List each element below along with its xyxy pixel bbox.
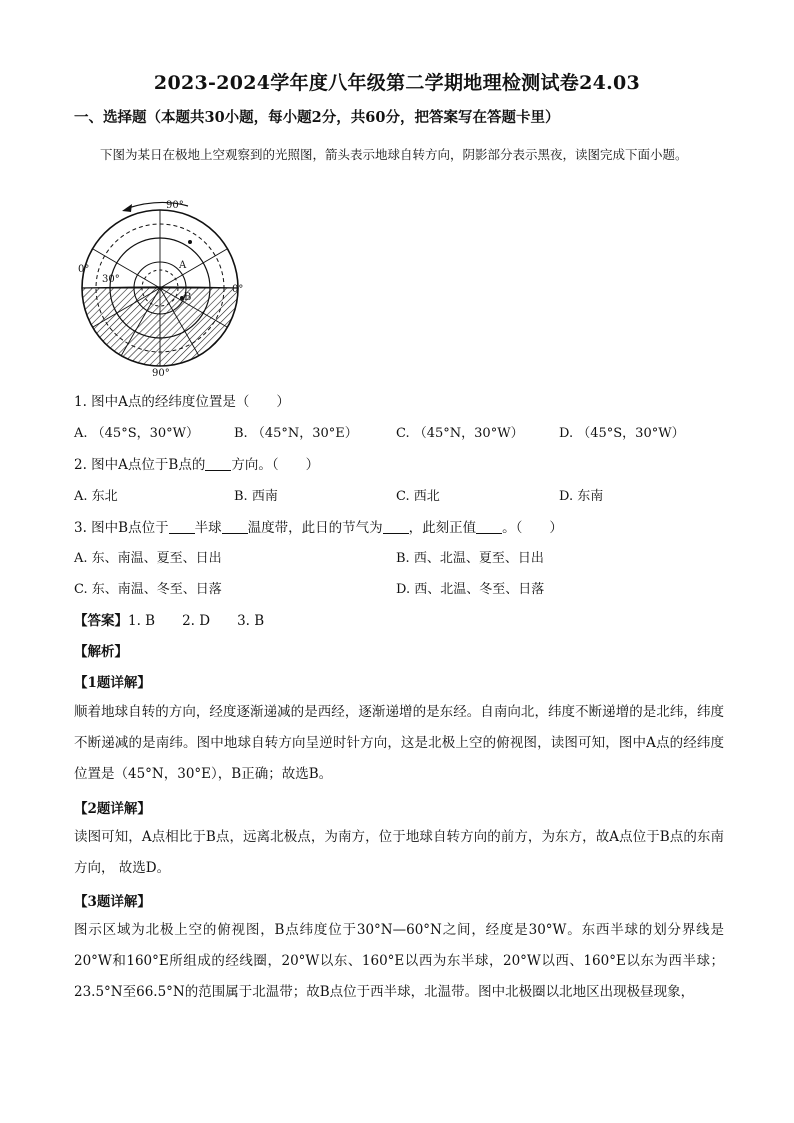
detail1-text: 顺着地球自转的方向，经度逐渐递减的是西经，逐渐递增的是东经。自南向北，纬度不断递增的是北纬，纬度不断递减的是南纬。图中地球自转方向呈逆时针方向，这是北极上空的俯视图，读图可知，图中A点的经纬度位置是（45°N，30°E），B正确；故选B。 [74,704,724,782]
q2-stem-after: 方向。（ ） [231,457,320,473]
q1-option-b[interactable]: B. （45°N，30°E） [234,426,358,441]
q2-option-c[interactable]: C. 西北 [396,489,440,504]
detail3-text: 图示区域为北极上空的俯视图，B点纬度位于30°N—60°N之间，经度是30°W。东西半球的划分界线是20°W和160°E所组成的经线圈，20°W以东、160°E以西为东半球，20°W以西、160°E以东为西半球；23.5°N至66.5°N的范围属于北温带；故B点位于西半球，北温带。图中北极圈以北地区出现极昼现象， [74,922,724,1000]
polar-diagram [76,198,246,376]
polar-illumination-figure [76,198,246,380]
label-point-a: A [179,260,187,271]
q3-stem-part-4: ，此刻正值 [408,520,477,536]
q2-stem [74,453,319,473]
answer-text: 1. B 2. D 3. B [128,613,265,629]
q1-option-a[interactable]: A. （45°S，30°W） [74,426,200,441]
detail3-label: 【3题详解】 [74,894,151,910]
q2-option-b[interactable]: B. 西南 [234,489,278,504]
label-bottom-90: 90° [152,368,170,376]
answer-blank [383,519,409,534]
q3-option-c[interactable]: C. 东、南温、冬至、日落 [74,582,222,597]
q1-option-c[interactable]: C. （45°N，30°W） [396,426,524,441]
q3-option-a[interactable]: A. 东、南温、夏至、日出 [74,551,222,566]
label-left-0: 0° [78,264,90,275]
q3-option-d[interactable]: D. 西、北温、冬至、日落 [396,582,545,597]
label-point-b: B [184,292,192,303]
q2-stem-before: 2. 图中A点位于B点的 [74,457,206,473]
analysis-label: 【解析】 [74,644,128,660]
answer-blank [222,519,248,534]
page-title: 2023-2024学年度八年级第二学期地理检测试卷24.03 [153,72,641,94]
q1-stem: 1. 图中A点的经纬度位置是（ ） [74,394,290,410]
section-heading: 一、选择题（本题共30小题，每小题2分，共60分，把答案写在答题卡里） [74,109,560,126]
q3-stem-part-3: 温度带，此日的节气为 [247,520,383,536]
question-intro: 下图为某日在极地上空观察到的光照图，箭头表示地球自转方向，阴影部分表示黑夜，读图完成下面小题。 [100,147,688,162]
q3-stem [74,516,563,536]
q3-stem-part-1: 3. 图中B点位于 [74,520,169,536]
q3-option-b[interactable]: B. 西、北温、夏至、日出 [396,551,544,566]
answer-label: 【答案】 [74,613,128,629]
answer-line [74,609,264,629]
label-top-90: 90° [166,200,184,211]
detail2-label: 【2题详解】 [74,801,151,817]
detail1-label: 【1题详解】 [74,675,151,691]
answer-blank [476,519,502,534]
answer-blank [169,519,195,534]
q1-option-d[interactable]: D. （45°S，30°W） [559,426,685,441]
label-inner-30: 30° [102,274,120,285]
detail2-text: 读图可知，A点相比于B点，远离北极点，为南方，位于地球自转方向的前方，为东方，故A点位于B点的东南方向， 故选D。 [74,829,724,876]
q2-option-a[interactable]: A. 东北 [74,489,118,504]
q3-stem-part-5: 。（ ） [502,520,563,536]
label-right-0: 0° [232,284,244,295]
answer-blank [205,456,231,471]
q2-option-d[interactable]: D. 东南 [559,489,604,504]
q3-stem-part-2: 半球 [194,520,222,536]
